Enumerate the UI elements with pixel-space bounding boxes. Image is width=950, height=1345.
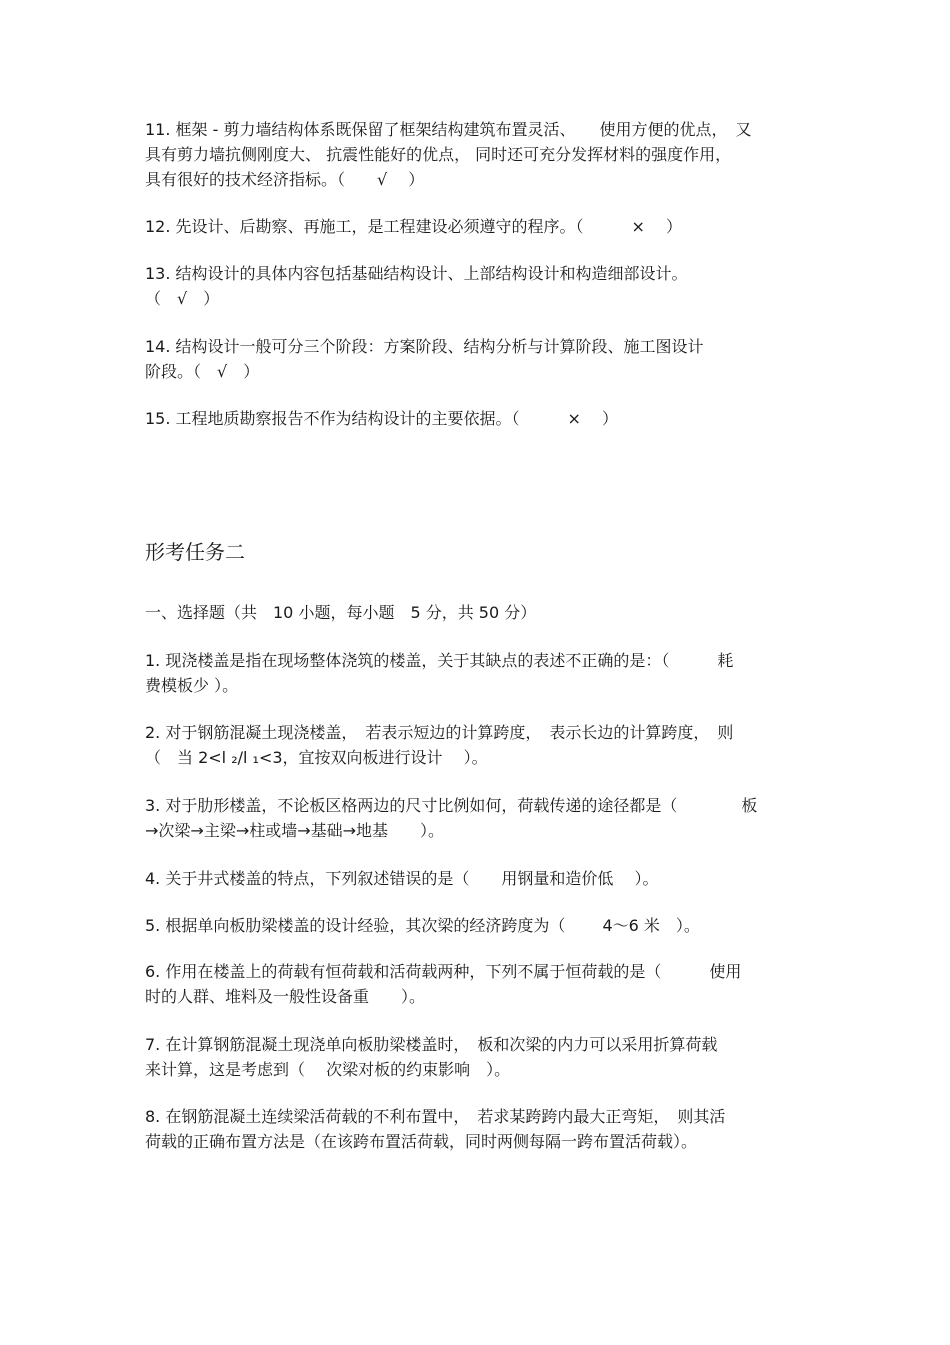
question-line: 3. 对于肋形楼盖，不论板区格两边的尺寸比例如何，荷载传递的途径都是（ 板 [145,796,758,815]
question-line: 5. 根据单向板肋梁楼盖的设计经验，其次梁的经济跨度为（ 4～6 米 ）。 [145,916,700,935]
choice-6 [145,959,810,1009]
choice-1 [145,648,810,698]
section-title: 形考任务二 [145,540,245,564]
question-line: 荷载的正确布置方法是（在该跨布置活荷载，同时两侧每隔一跨布置活荷载）。 [145,1132,698,1151]
question-line: 13. 结构设计的具体内容包括基础结构设计、上部结构设计和构造细部设计。 [145,264,688,283]
question-line: 8. 在钢筋混凝土连续梁活荷载的不利布置中， 若求某跨跨内最大正弯矩， 则其活 [145,1107,726,1126]
question-line: 2. 对于钢筋混凝土现浇楼盖， 若表示短边的计算跨度， 表示长边的计算跨度， 则 [145,723,734,742]
question-13 [145,261,810,311]
question-11 [145,117,810,192]
question-15 [145,406,810,431]
question-line: 12. 先设计、后勘察、再施工，是工程建设必须遵守的程序。（ × ） [145,217,683,236]
choice-2 [145,720,810,770]
question-line: 6. 作用在楼盖上的荷载有恒荷载和活荷载两种，下列不属于恒荷载的是（ 使用 [145,962,742,981]
choice-5 [145,913,810,938]
question-12 [145,214,810,239]
question-line: （ √ ） [145,289,220,308]
question-line: 7. 在计算钢筋混凝土现浇单向板肋梁楼盖时， 板和次梁的内力可以采用折算荷载 [145,1035,718,1054]
question-line: 来计算，这是考虑到（ 次梁对板的约束影响 ）。 [145,1060,511,1079]
question-line: 阶段。（ √ ） [145,362,260,381]
choice-7 [145,1032,810,1082]
question-line: 时的人群、堆料及一般性设备重 ）。 [145,987,426,1006]
question-line: 11. 框架 - 剪力墙结构体系既保留了框架结构建筑布置灵活、 使用方便的优点， 又 [145,120,752,139]
question-line: 具有很好的技术经济指标。（ √ ） [145,170,425,189]
question-line: 4. 关于井式楼盖的特点，下列叙述错误的是（ 用钢量和造价低 ）。 [145,869,659,888]
question-line: 15. 工程地质勘察报告不作为结构设计的主要依据。（ × ） [145,409,619,428]
question-line: （ 当 2<l ₂/l ₁<3，宜按双向板进行设计 ）。 [145,748,488,767]
intro-line: 一、选择题（共 10 小题，每小题 5 分，共 50 分） [145,603,537,622]
choice-3 [145,793,810,843]
question-line: 具有剪力墙抗侧刚度大、 抗震性能好的优点， 同时还可充分发挥材料的强度作用， [145,145,732,164]
question-line: 1. 现浇楼盖是指在现场整体浇筑的楼盖，关于其缺点的表述不正确的是：（ 耗 [145,651,734,670]
question-line: →次梁→主梁→柱或墙→基础→地基 ）。 [145,821,445,840]
section-intro [145,600,810,625]
choice-8 [145,1104,810,1154]
question-line: 费模板少 ）。 [145,676,239,695]
choice-4 [145,866,810,891]
question-14 [145,334,810,384]
question-line: 14. 结构设计一般可分三个阶段：方案阶段、结构分析与计算阶段、施工图设计 [145,337,704,356]
